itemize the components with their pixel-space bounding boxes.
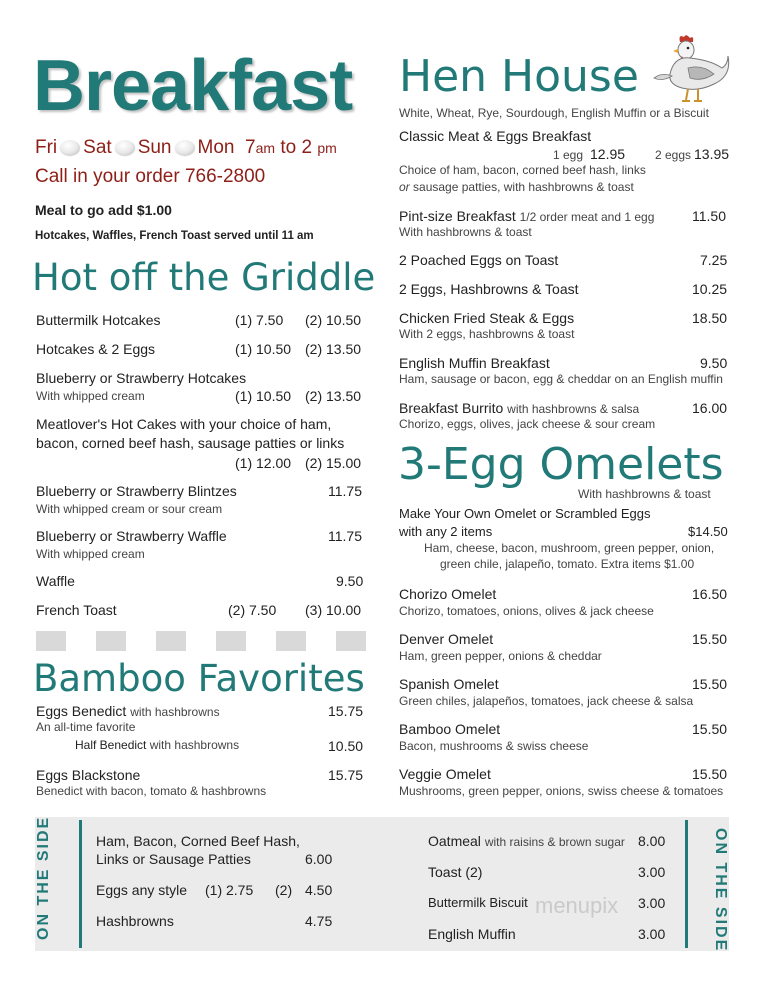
hen-icon [640, 34, 730, 104]
egg-icon [115, 140, 135, 155]
price-double: (2) 13.50 [305, 388, 362, 404]
hours-pm: pm [317, 140, 337, 156]
side-item-name: Hashbrowns [96, 913, 174, 929]
price: 13.95 [694, 146, 730, 162]
day-sat: Sat [83, 137, 112, 158]
desc-or: or [399, 180, 410, 194]
price: 15.50 [692, 631, 728, 647]
price: 11.75 [328, 528, 362, 544]
hours-open: 7 [245, 137, 256, 158]
menu-item-desc: With whipped cream [36, 389, 145, 403]
side-item-name: Toast (2) [428, 864, 483, 880]
option-label: 1 egg [553, 148, 584, 162]
menu-item-name [36, 703, 220, 719]
menu-item-name: with any 2 items [399, 524, 493, 539]
menu-item-desc: Ham, cheese, bacon, mushroom, green pepper, onion, [424, 541, 715, 555]
menu-item-name: Hotcakes & 2 Eggs [36, 341, 156, 357]
watermark: menupix [535, 893, 619, 918]
price-double: (2) 15.00 [305, 455, 362, 471]
menu-item-name: Blueberry or Strawberry Blintzes [36, 483, 237, 499]
price: 7.25 [700, 252, 728, 268]
menu-item-name: Spanish Omelet [399, 676, 499, 692]
menu-item-desc: Chorizo, tomatoes, onions, olives & jack cheese [399, 604, 654, 618]
price: 4.50 [305, 882, 333, 898]
price-single: (1) 7.50 [235, 312, 284, 328]
side-item-title: Oatmeal [428, 833, 481, 849]
menu-item-desc: Mushrooms, green pepper, onions, swiss cheese & tomatoes [399, 784, 724, 798]
price: 16.50 [692, 586, 728, 602]
egg-icon [175, 140, 195, 155]
menu-item-desc: Ham, sausage or bacon, egg & cheddar on an English muffin [399, 372, 723, 386]
menu-item-name: Bamboo Omelet [399, 721, 501, 737]
divider-block [216, 631, 246, 651]
menu-item-desc: Ham, green pepper, onions & cheddar [399, 649, 602, 663]
menu-item-extra: with hashbrowns & salsa [507, 402, 640, 416]
price: 4.75 [305, 913, 333, 929]
menu-item-desc: Green chiles, jalapeños, tomatoes, jack cheese & salsa [399, 694, 694, 708]
price: 15.50 [692, 676, 728, 692]
menu-item-name: 2 Poached Eggs on Toast [399, 252, 559, 268]
menu-item-name: Blueberry or Strawberry Hotcakes [36, 370, 247, 386]
egg-icon [60, 140, 80, 155]
price-single: (1) 10.50 [235, 341, 292, 357]
price-double: (2) 13.50 [305, 341, 362, 357]
menu-item-desc [399, 180, 634, 194]
menu-item-extra: 1/2 order meat and 1 egg [519, 210, 655, 224]
menu-item-desc: green chile, jalapeño, tomato. Extra items $1.00 [440, 557, 695, 571]
bamboo-title: Bamboo Favorites [33, 657, 365, 700]
hours-am: am [255, 140, 276, 156]
side-item-name: English Muffin [428, 926, 516, 942]
divider-block [336, 631, 366, 651]
side-item-name: Ham, Bacon, Corned Beef Hash, [96, 833, 300, 849]
meal-to-go: Meal to go add $1.00 [35, 202, 172, 218]
menu-item-desc: With whipped cream or sour cream [36, 502, 223, 516]
menu-item-desc: bacon, corned beef hash, sausage patties or links [36, 435, 345, 451]
price: 15.75 [328, 703, 364, 719]
menu-item-name [36, 416, 331, 432]
menu-item-desc: With whipped cream [36, 547, 145, 561]
day-sun: Sun [137, 137, 172, 158]
hours-to: to 2 [280, 137, 313, 158]
menu-item-title: Breakfast Burrito [399, 400, 504, 416]
menu-item-name [399, 208, 654, 224]
price: 12.95 [590, 146, 626, 162]
day-mon: Mon [197, 137, 235, 158]
price: 10.50 [328, 738, 364, 754]
menu-item-name [399, 400, 639, 416]
divider-line [79, 820, 82, 948]
divider-block [156, 631, 186, 651]
omelets-subtitle: With hashbrowns & toast [578, 487, 711, 501]
hen-house-title: Hen House [399, 51, 639, 102]
menu-item-desc: Bacon, mushrooms & swiss cheese [399, 739, 589, 753]
qty-label: (2) [275, 882, 293, 898]
price: 8.00 [638, 833, 666, 849]
price: 9.50 [336, 573, 364, 589]
price: 6.00 [305, 851, 333, 867]
price-single: (1) 12.00 [235, 455, 292, 471]
hours-line [35, 137, 337, 159]
menu-item-name: Waffle [36, 573, 75, 589]
price: $14.50 [688, 524, 728, 539]
divider-line [685, 820, 688, 948]
side-item-name: Eggs any style [96, 882, 188, 898]
menu-item-desc: Benedict with bacon, tomato & hashbrowns [36, 784, 267, 798]
menu-item-desc: With hashbrowns & toast [399, 225, 532, 239]
menu-item-name: Chorizo Omelet [399, 586, 497, 602]
option-label: 2 eggs [655, 148, 692, 162]
side-label-right: ON THE SIDE [712, 828, 729, 953]
price-double: (2) 10.50 [305, 312, 362, 328]
side-item-extra: with raisins & brown sugar [484, 835, 625, 849]
side-item-name: Buttermilk Biscuit [428, 895, 528, 910]
price: 16.00 [692, 400, 728, 416]
menu-item-name: Classic Meat & Eggs Breakfast [399, 128, 592, 144]
menu-item-extra: with hashbrowns [149, 738, 240, 752]
menu-item-extra: with your choice of ham, [180, 416, 332, 432]
menu-item-desc: Choice of ham, bacon, corned beef hash, links [399, 163, 646, 177]
divider-block [36, 631, 66, 651]
menu-item-name: Chicken Fried Steak & Eggs [399, 310, 575, 326]
side-item-name: Links or Sausage Patties [96, 851, 251, 867]
price-double: (3) 10.00 [305, 602, 362, 618]
bread-choices: White, Wheat, Rye, Sourdough, English Muffin or a Biscuit [399, 106, 709, 120]
call-order: Call in your order 766-2800 [35, 166, 266, 187]
price-single: (2) 7.50 [228, 602, 277, 618]
menu-item-title: Pint-size Breakfast [399, 208, 516, 224]
price: 15.50 [692, 766, 728, 782]
menu-item-name [75, 738, 239, 752]
side-label-left: ON THE SIDE [35, 815, 52, 940]
price: 18.50 [692, 310, 728, 326]
menu-item-name: Make Your Own Omelet or Scrambled Eggs [399, 506, 651, 521]
price: 10.25 [692, 281, 728, 297]
served-until-note: Hotcakes, Waffles, French Toast served until 11 am [35, 230, 314, 242]
menu-item-name: Blueberry or Strawberry Waffle [36, 528, 227, 544]
side-item-name [428, 833, 625, 849]
price: 11.50 [692, 208, 726, 224]
price: 15.75 [328, 767, 364, 783]
divider-block [276, 631, 306, 651]
day-fri: Fri [35, 137, 58, 158]
menu-item-name: Veggie Omelet [399, 766, 491, 782]
menu-item-name: Denver Omelet [399, 631, 494, 647]
menu-item-desc: Chorizo, eggs, olives, jack cheese & sour cream [399, 417, 656, 431]
menu-item-title: Eggs Benedict [36, 703, 127, 719]
menu-item-name: English Muffin Breakfast [399, 355, 550, 371]
page-title: Breakfast [33, 46, 353, 126]
menu-item-title: Meatlover's Hot Cakes [36, 416, 177, 432]
menu-item-name: Buttermilk Hotcakes [36, 312, 161, 328]
price: 15.50 [692, 721, 728, 737]
menu-item-name: 2 Eggs, Hashbrowns & Toast [399, 281, 579, 297]
price: 9.50 [700, 355, 728, 371]
price: 3.00 [638, 864, 666, 880]
divider-block [96, 631, 126, 651]
price: 3.00 [638, 895, 666, 911]
price: 3.00 [638, 926, 666, 942]
menu-item-desc: An all-time favorite [36, 720, 136, 734]
price-single: (1) 10.50 [235, 388, 292, 404]
menu-item-name: French Toast [36, 602, 117, 618]
omelets-title: 3-Egg Omelets [398, 439, 724, 490]
price-single: (1) 2.75 [205, 882, 254, 898]
menu-item-name: Eggs Blackstone [36, 767, 141, 783]
menu-item-desc: With 2 eggs, hashbrowns & toast [399, 327, 575, 341]
desc-text: sausage patties, with hashbrowns & toast [413, 180, 634, 194]
price: 11.75 [328, 483, 362, 499]
menu-item-title: Half Benedict [75, 738, 147, 752]
griddle-title: Hot off the Griddle [32, 256, 376, 299]
menu-item-extra: with hashbrowns [130, 705, 220, 719]
